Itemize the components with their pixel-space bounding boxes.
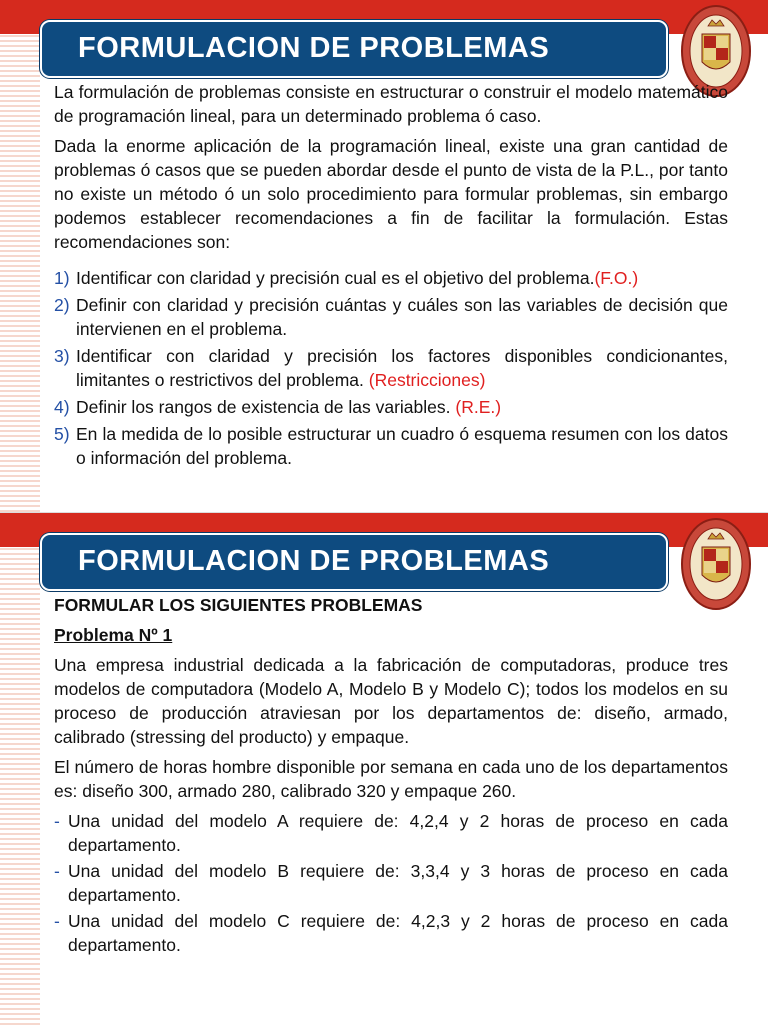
list-text: Una unidad del modelo B requiere de: 3,3,4 y 3 horas de proceso en cada departamento.: [68, 861, 728, 905]
left-decorative-stripe: [0, 547, 40, 1025]
problem-paragraph-2: El número de horas hombre disponible por semana en cada uno de los departamentos es: diseño 300, armado 280, calibrado 320 y empaque 260.: [54, 757, 728, 801]
dash-bullet: -: [54, 861, 60, 881]
intro-paragraph: La formulación de problemas consiste en estructurar o construir el modelo matemático de programación lineal, para un determinado problema ó caso.: [54, 82, 728, 126]
list-tag: (Restricciones): [368, 370, 486, 390]
title-banner: [40, 533, 668, 591]
title-banner: [40, 20, 668, 78]
slide-title: FORMULACION DE PROBLEMAS: [78, 545, 550, 577]
slide-2-content: [54, 593, 728, 959]
list-text: Una unidad del modelo A requiere de: 4,2,4 y 2 horas de proceso en cada departamento.: [68, 811, 728, 855]
list-tag: (F.O.): [594, 268, 639, 288]
list-text: Identificar con claridad y precisión cual es el objetivo del problema.: [76, 268, 595, 288]
list-text: En la medida de lo posible estructurar un cuadro ó esquema resumen con los datos o información del problema.: [76, 424, 728, 468]
slide-1: [0, 0, 768, 512]
slide-title: FORMULACION DE PROBLEMAS: [78, 32, 550, 64]
list-item: [54, 395, 728, 419]
list-number: 2): [54, 295, 70, 315]
problem-label: Problema Nº 1: [54, 625, 173, 645]
list-tag: (R.E.): [455, 397, 502, 417]
list-number: 4): [54, 397, 70, 417]
section-heading: FORMULAR LOS SIGUIENTES PROBLEMAS: [54, 595, 423, 615]
list-text: Una unidad del modelo C requiere de: 4,2,3 y 2 horas de proceso en cada departamento.: [68, 911, 728, 955]
list-number: 3): [54, 346, 70, 366]
problem-paragraph-1: Una empresa industrial dedicada a la fabricación de computadoras, produce tres modelos de computadora (Modelo A, Modelo B y Modelo C); todos los modelos en su proceso de producción atraviesan por los departamentos de: diseño, armado, calibrado (stressing del producto) y empaque.: [54, 655, 728, 747]
list-item: [54, 909, 728, 957]
context-paragraph: Dada la enorme aplicación de la programación lineal, existe una gran cantidad de problemas ó casos que se pueden abordar desde el punto de vista de la P.L., por tanto no existe un método ó un solo procedimiento para formular problemas, sin embargo podemos establecer recomendaciones a fin de facilitar la formulación. Estas recomendaciones son:: [54, 136, 728, 252]
dash-bullet: -: [54, 911, 60, 931]
recommendations-list: [54, 266, 728, 470]
slide-2: [0, 512, 768, 1024]
left-decorative-stripe: [0, 34, 40, 512]
slide-1-content: [54, 80, 728, 473]
list-item: [54, 266, 728, 290]
list-item: [54, 809, 728, 857]
list-item: [54, 859, 728, 907]
list-item: [54, 344, 728, 392]
requirements-list: [54, 809, 728, 957]
list-item: [54, 293, 728, 341]
list-number: 1): [54, 268, 70, 288]
list-text: Identificar con claridad y precisión los factores disponibles condicionantes, limitantes o restrictivos del problema.: [76, 346, 728, 390]
list-item: [54, 422, 728, 470]
list-text: Definir con claridad y precisión cuántas y cuáles son las variables de decisión que intervienen en el problema.: [76, 295, 728, 339]
dash-bullet: -: [54, 811, 60, 831]
list-text: Definir los rangos de existencia de las variables.: [76, 397, 456, 417]
list-number: 5): [54, 424, 70, 444]
